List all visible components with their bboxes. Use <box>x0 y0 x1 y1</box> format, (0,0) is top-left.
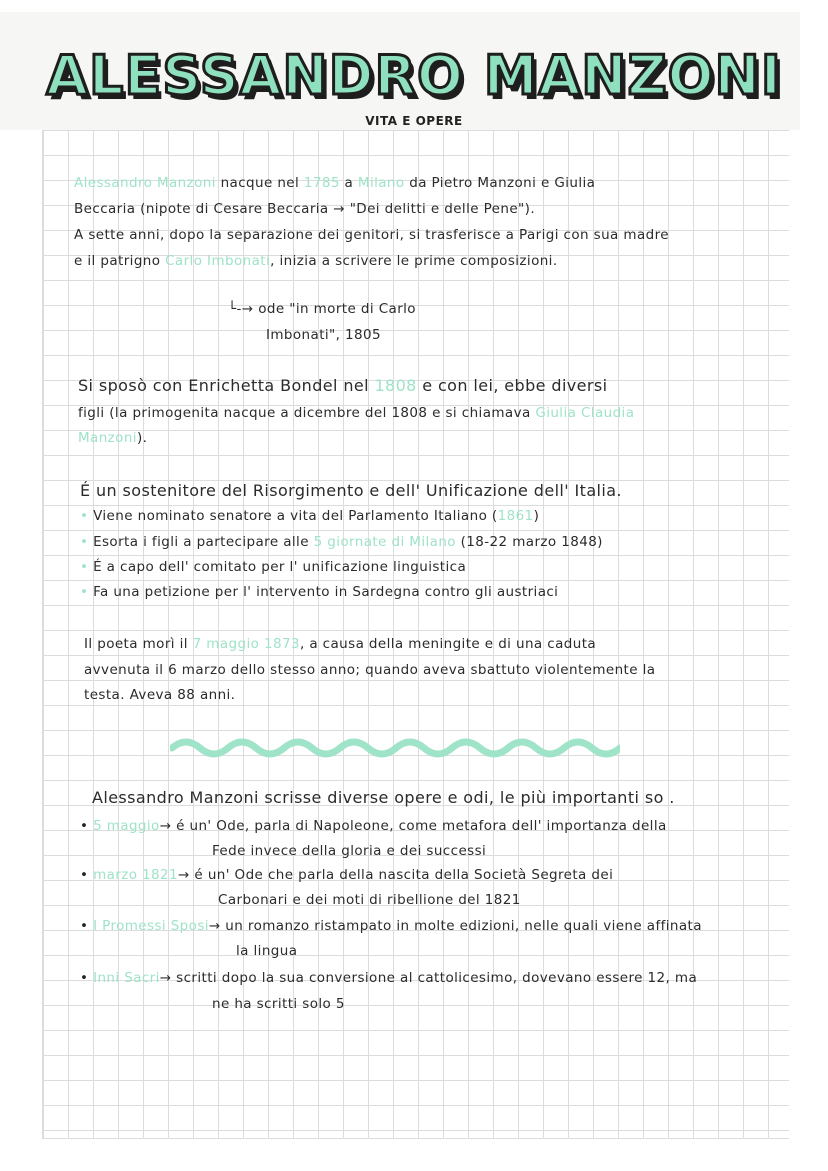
surname-highlight: Manzoni <box>78 430 137 446</box>
work-title: I Promessi Sposi <box>93 918 209 934</box>
text-span: figli (la primogenita nacque a dicembre del 1808 e si chiamava <box>78 405 536 421</box>
marriage-line-1 <box>78 376 607 395</box>
text-span: Viene nominato senatore a vita del Parlamento Italiano ( <box>93 508 498 524</box>
wavy-line <box>172 742 620 754</box>
text-span: Il poeta morì il <box>84 636 193 652</box>
text-span: nacque nel <box>215 175 304 191</box>
bullet-giornate <box>80 534 603 550</box>
name-highlight: Alessandro Manzoni <box>74 175 216 191</box>
ode-note-line-2: Imbonati", 1805 <box>266 327 381 343</box>
ode-note-line-1: └-→ ode "in morte di Carlo <box>228 301 416 317</box>
text-span: , inizia a scrivere le prime composizioni. <box>270 253 558 269</box>
bullet-dot: • <box>80 559 94 575</box>
grid-paper <box>42 130 789 1139</box>
bullet-senator <box>80 508 539 524</box>
marriage-line-2 <box>78 405 634 421</box>
wavy-divider <box>170 734 620 762</box>
death-line-3: testa. Aveva 88 anni. <box>84 687 236 703</box>
text-span: Esorta i figli a partecipare alle <box>93 534 314 550</box>
bullet-dot: • <box>80 818 94 834</box>
text-span: ). <box>136 430 148 446</box>
bio-line-2: Beccaria (nipote di Cesare Beccaria → "Dei delitti e delle Pene"). <box>74 201 536 217</box>
text-span: a <box>339 175 358 191</box>
text-span: Si sposò con Enrichetta Bondel nel <box>78 376 375 395</box>
work-title: marzo 1821 <box>93 867 179 883</box>
work-item <box>80 918 702 934</box>
work-desc: → un romanzo ristampato in molte edizioni, nelle quali viene affinata <box>208 918 702 934</box>
bullet-comitato <box>80 559 466 575</box>
work-title: Inni Sacri <box>93 970 160 986</box>
marriage-line-3 <box>78 430 147 446</box>
risorgimento-heading: É un sostenitore del Risorgimento e dell' Unificazione dell' Italia. <box>80 481 622 500</box>
bullet-dot: • <box>80 867 94 883</box>
page-subtitle: VITA E OPERE <box>365 114 463 128</box>
text-span: Fa una petizione per l' intervento in Sardegna contro gli austriaci <box>93 584 559 600</box>
daughter-name-highlight: Giulia Claudia <box>535 405 635 421</box>
bullet-dot: • <box>80 918 94 934</box>
text-span: e con lei, ebbe diversi <box>416 376 608 395</box>
work-desc: → scritti dopo la sua conversione al cattolicesimo, dovevano essere 12, ma <box>159 970 698 986</box>
giornate-highlight: 5 giornate di Milano <box>313 534 456 550</box>
work-item <box>80 867 613 883</box>
work-item <box>80 818 667 834</box>
work-desc: → é un' Ode, parla di Napoleone, come metafora dell' importanza della <box>159 818 667 834</box>
works-intro: Alessandro Manzoni scrisse diverse opere e odi, le più importanti so . <box>92 788 675 807</box>
bio-line-1 <box>74 175 595 191</box>
death-date-highlight: 7 maggio 1873 <box>192 636 300 652</box>
death-line-1 <box>84 636 596 652</box>
bio-line-3: A sette anni, dopo la separazione dei genitori, si trasferisce a Parigi con sua madre <box>74 227 669 243</box>
work-desc: → é un' Ode che parla della nascita della Società Segreta dei <box>178 867 614 883</box>
bullet-dot: • <box>80 970 94 986</box>
patrigno-highlight: Carlo Imbonati <box>165 253 271 269</box>
work-desc-cont: la lingua <box>236 943 298 959</box>
marriage-year-highlight: 1808 <box>374 376 417 395</box>
text-span: , a causa della meningite e di una caduta <box>299 636 597 652</box>
death-line-2: avvenuta il 6 marzo dello stesso anno; quando aveva sbattuto violentemente la <box>84 662 656 678</box>
text-span: (18-22 marzo 1848) <box>455 534 603 550</box>
work-item <box>80 970 697 986</box>
work-desc-cont: Fede invece della gloria e dei successi <box>212 843 487 859</box>
bio-line-4 <box>74 253 558 269</box>
text-span: da Pietro Manzoni e Giulia <box>404 175 596 191</box>
work-title: 5 maggio <box>93 818 160 834</box>
birth-year-highlight: 1785 <box>303 175 340 191</box>
work-desc-cont: Carbonari e dei moti di ribellione del 1821 <box>218 892 521 908</box>
work-desc-cont: ne ha scritti solo 5 <box>212 996 345 1012</box>
page-title: ALESSANDRO MANZONI <box>46 44 782 107</box>
birth-place-highlight: Milano <box>357 175 405 191</box>
text-span: É a capo dell' comitato per l' unificazione linguistica <box>93 559 467 575</box>
bullet-dot: • <box>80 508 94 524</box>
bullet-dot: • <box>80 534 94 550</box>
text-span: ) <box>533 508 540 524</box>
text-span: e il patrigno <box>74 253 166 269</box>
senator-year-highlight: 1861 <box>497 508 534 524</box>
bullet-petizione <box>80 584 558 600</box>
bullet-dot: • <box>80 584 94 600</box>
